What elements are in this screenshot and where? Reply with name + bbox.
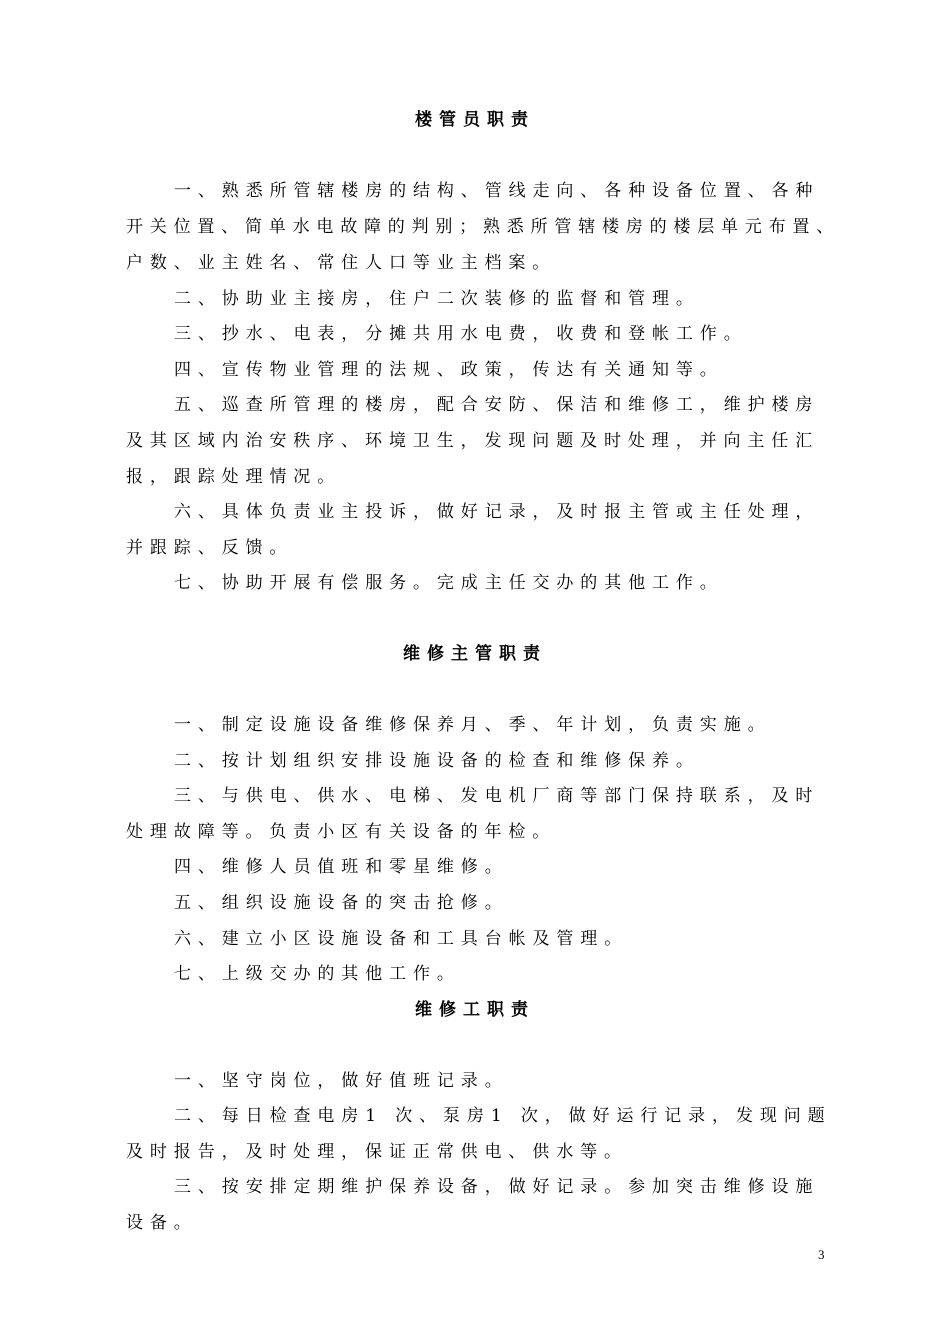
- paragraph-line: 及时报告，及时处理，保证正常供电、供水等。: [126, 1142, 628, 1162]
- section-title-maintenance-worker: 维修工职责: [415, 1000, 535, 1020]
- paragraph-line: 一、坚守岗位，做好值班记录。: [174, 1071, 509, 1091]
- paragraph-line: 三、按安排定期维护保养设备，做好记录。参加突击维修设施: [174, 1177, 820, 1197]
- paragraph-line: 一、熟悉所管辖楼房的结构、管线走向、各种设备位置、各种: [174, 181, 820, 201]
- paragraph-line: 七、协助开展有偿服务。完成主任交办的其他工作。: [174, 573, 724, 593]
- page-number: 3: [818, 1247, 825, 1262]
- paragraph-line: 四、宣传物业管理的法规、政策，传达有关通知等。: [174, 360, 724, 380]
- paragraph-line: 处理故障等。负责小区有关设备的年检。: [126, 822, 557, 842]
- paragraph-line: 及其区域内治安秩序、环境卫生，发现问题及时处理，并向主任汇: [126, 431, 820, 451]
- paragraph-line: 开关位置、简单水电故障的判别；熟悉所管辖楼房的楼层单元布置、: [126, 217, 840, 237]
- paragraph-line: 户数、业主姓名、常住人口等业主档案。: [126, 253, 557, 273]
- paragraph-line: 二、按计划组织安排设施设备的检查和维修保养。: [174, 751, 700, 771]
- paragraph-line: 报，跟踪处理情况。: [126, 467, 342, 487]
- paragraph-line: 设备。: [126, 1213, 198, 1233]
- paragraph-line: 七、上级交办的其他工作。: [174, 964, 461, 984]
- section-title-maintenance-supervisor: 维修主管职责: [403, 644, 547, 664]
- paragraph-line: 一、制定设施设备维修保养月、季、年计划，负责实施。: [174, 715, 772, 735]
- paragraph-line: 三、与供电、供水、电梯、发电机厂商等部门保持联系，及时: [174, 786, 820, 806]
- paragraph-line: 六、建立小区设施设备和工具台帐及管理。: [174, 929, 629, 949]
- paragraph-line: 五、巡查所管理的楼房，配合安防、保洁和维修工，维护楼房: [174, 395, 820, 415]
- paragraph-line: 六、具体负责业主投诉，做好记录，及时报主管或主任处理，: [174, 502, 820, 522]
- section-title-building-manager: 楼管员职责: [415, 110, 535, 130]
- paragraph-line: 四、维修人员值班和零星维修。: [174, 857, 509, 877]
- paragraph-line: 二、协助业主接房，住户二次装修的监督和管理。: [174, 289, 700, 309]
- paragraph-line: 五、组织设施设备的突击抢修。: [174, 893, 509, 913]
- paragraph-line: 二、每日检查电房1 次、泵房1 次，做好运行记录，发现问题: [174, 1106, 832, 1126]
- paragraph-line: 三、抄水、电表，分摊共用水电费，收费和登帐工作。: [174, 324, 748, 344]
- paragraph-line: 并跟踪、反馈。: [126, 538, 294, 558]
